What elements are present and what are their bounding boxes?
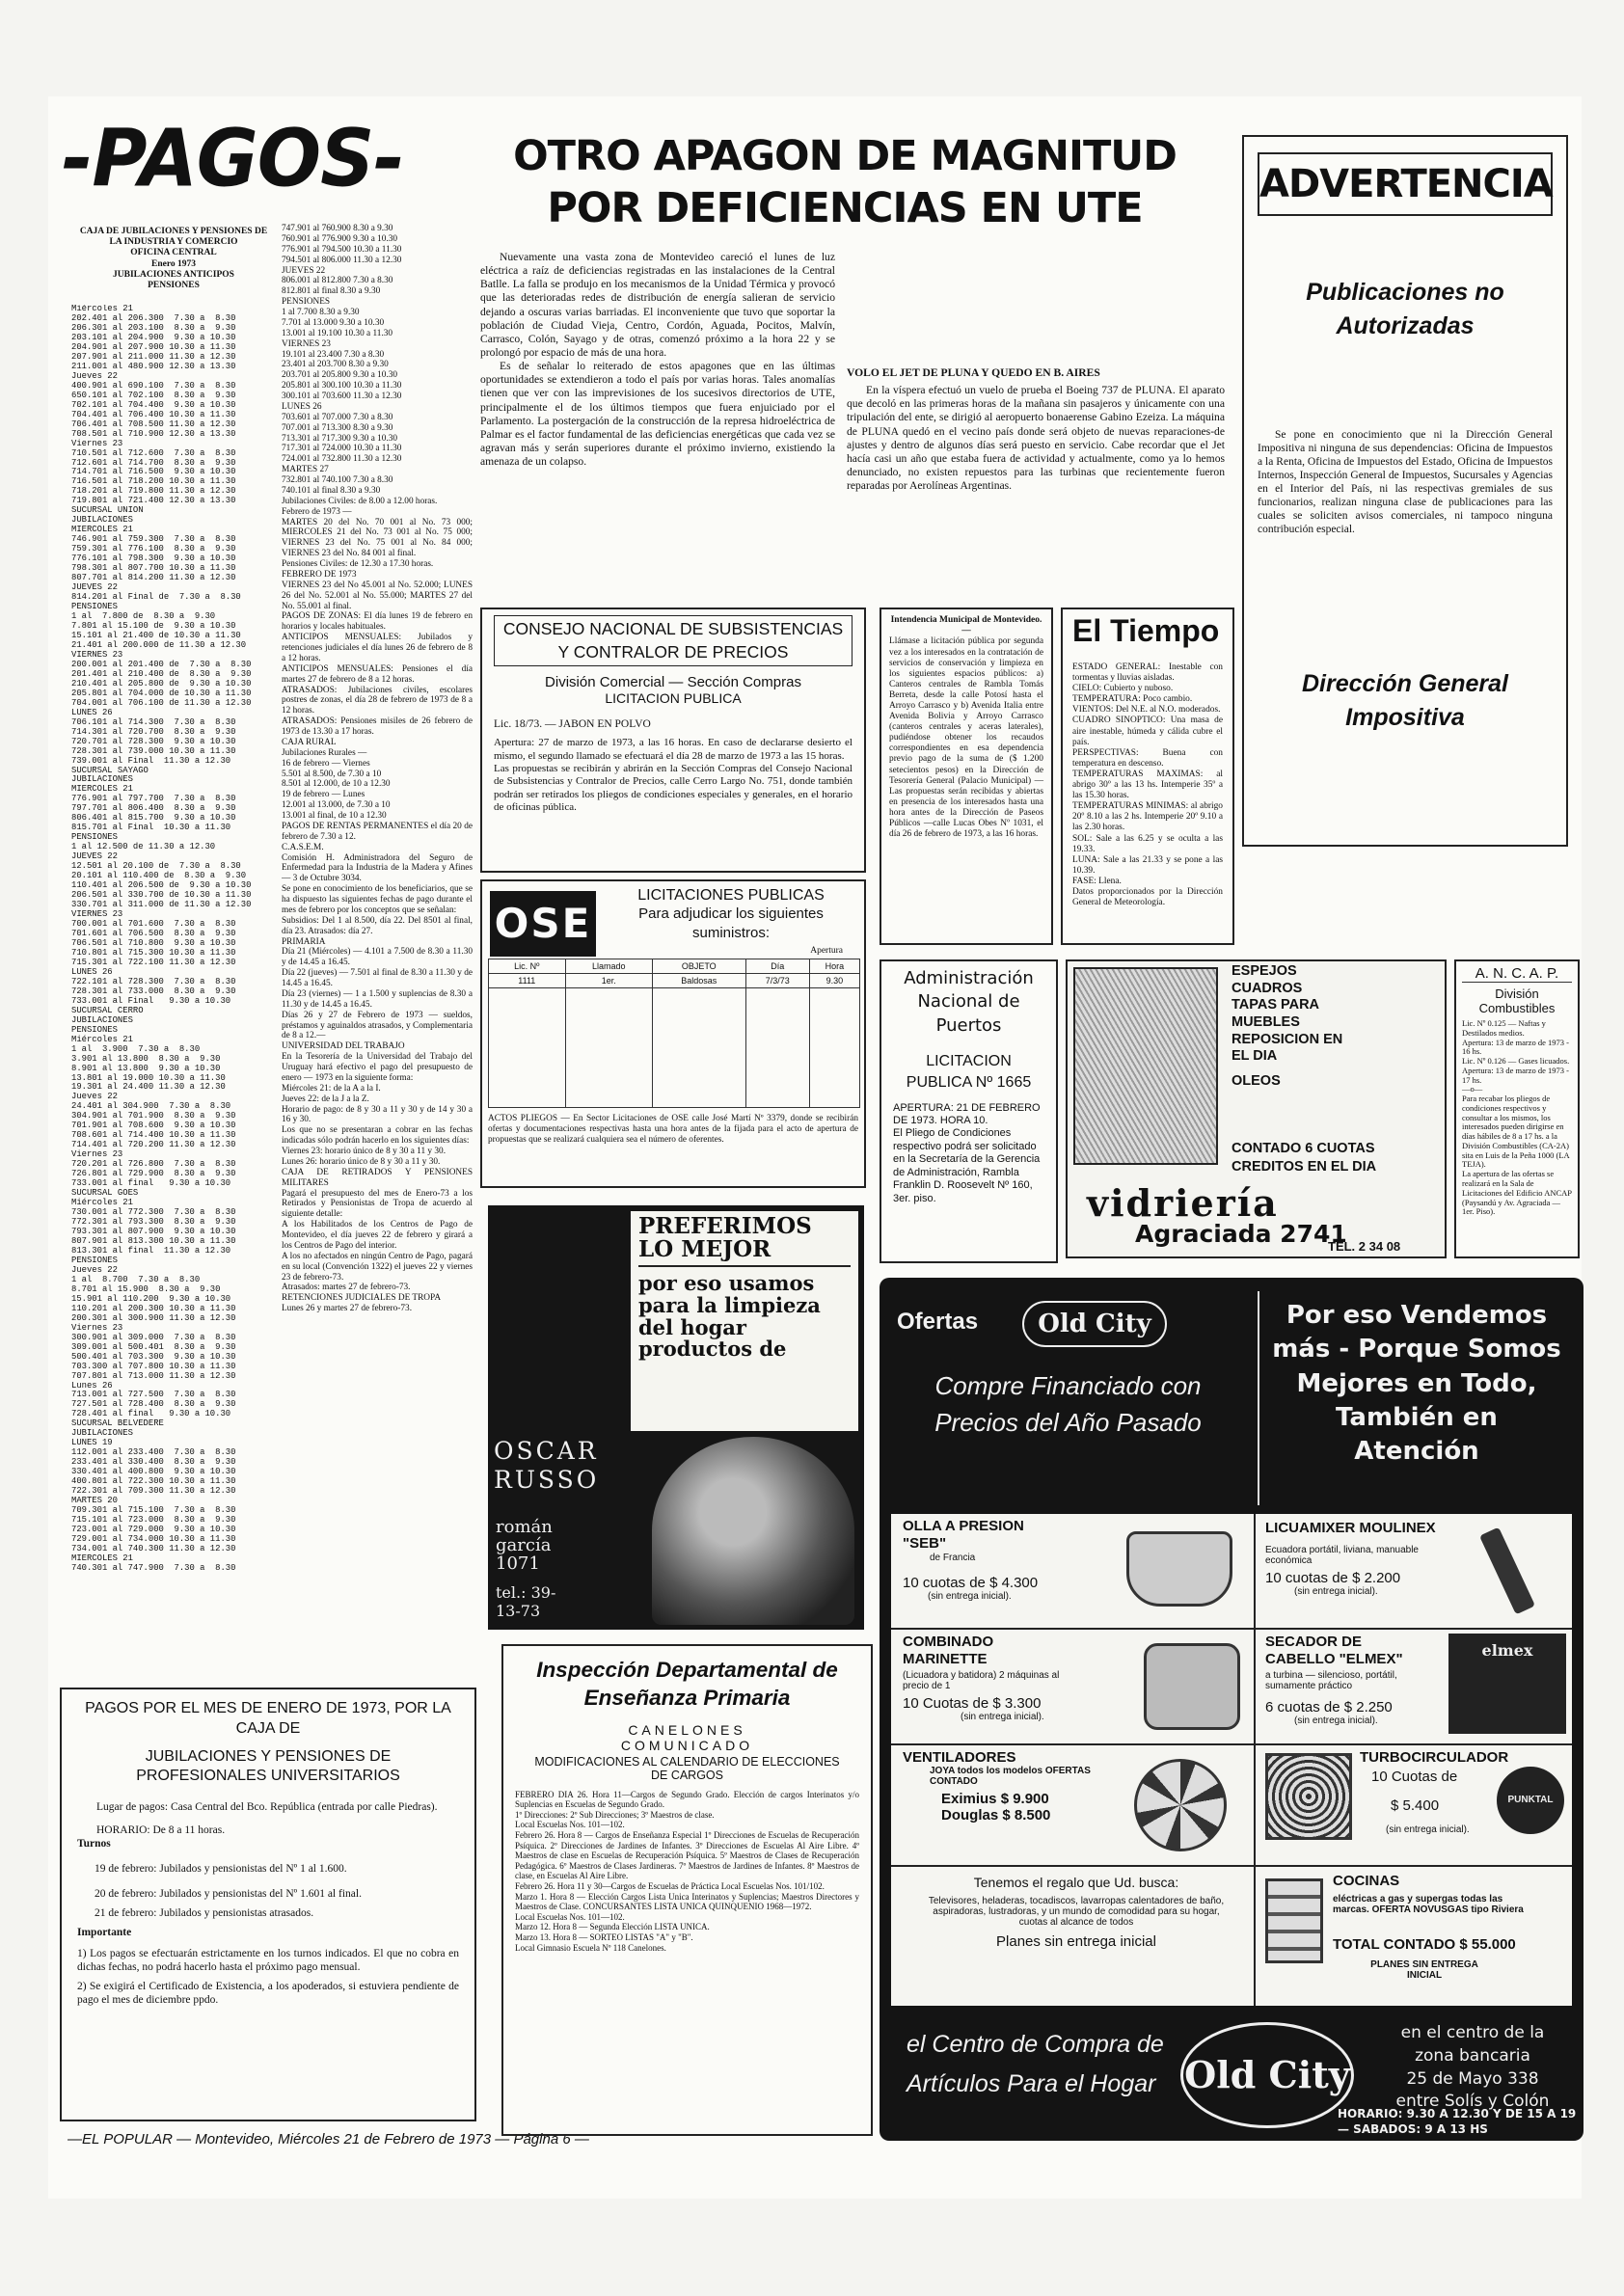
elmex-logo xyxy=(1448,1634,1566,1734)
pagos-box-horario: HORARIO: De 8 a 11 horas. xyxy=(96,1824,226,1837)
product-turbocirculador xyxy=(1265,1749,1570,1863)
vidrieria-item: TAPAS PARA xyxy=(1232,997,1320,1013)
vidrieria-item: OLEOS xyxy=(1232,1073,1281,1090)
vidrieria-ad xyxy=(1066,959,1447,1258)
secador-note: (sin entrega inicial). xyxy=(1294,1715,1378,1726)
olla-desc: de Francia xyxy=(930,1553,976,1563)
pagos-top-block: CAJA DE JUBILACIONES Y PENSIONES DE LA INDUSTRIA Y COMERCIO OFICINA CENTRAL Enero 1973 JUBILACIONES ANTICIPOS PENSIONES xyxy=(79,227,268,291)
product-cocinas xyxy=(1265,1871,1570,2002)
pagos-box-subtitle: JUBILACIONES Y PENSIONES DE PROFESIONALES UNIVERSITARIOS xyxy=(136,1747,400,1785)
oscar-russo-ad xyxy=(488,1205,864,1630)
vidrieria-tel: TEL. 2 34 08 xyxy=(1328,1239,1401,1254)
puertos-licitacion: LICITACION PUBLICA Nº 1665 xyxy=(906,1052,1032,1092)
advertencia-subtitle: Publicaciones no Autorizadas xyxy=(1306,279,1504,339)
regalo-title: Tenemos el regalo que Ud. busca: xyxy=(973,1875,1179,1890)
pagos-box-turnos: Turnos xyxy=(77,1838,111,1850)
pluna-paragraph: En la víspera efectuó un vuelo de prueba el Boeing 737 de PLUNA. El aparato que decoló en las primeras horas de la mañana sin pasajeros y únicamente con una tripulación del ente, se dirigió al aeropuerto bonaerense Gabino Ezeiza. La máquina de PLUNA quedó en el vecino país donde será objeto de nuevas reparaciones-de ajustes y dentro de algunos días será puesto en servicio. Cabe recordar que el Jet hacía casi un año que estaba fuera de actividad y actualmente, como ya lo hemos denunciado, no existen repuestos para las turbinas que recientemente fueron reparadas por Aerolíneas Argentinas. xyxy=(847,384,1225,493)
regalo-planes: Planes sin entrega inicial xyxy=(996,1933,1156,1950)
oscar-tel: tel.: 39-13-73 xyxy=(496,1583,556,1620)
consejo-item: Lic. 18/73. — JABON EN POLVO xyxy=(494,718,651,731)
consejo-box xyxy=(480,608,866,873)
pagos-box-note-1: 1) Los pagos se efectuarán estrictamente en los turnos indicados. El que no cobra en dichas fechas, no podrá hacerlo hasta el próximo pago mensual. xyxy=(77,1948,459,1974)
vidrieria-item: ESPEJOS xyxy=(1232,963,1297,979)
tiempo-box xyxy=(1061,608,1234,945)
pagos-profesionales-box xyxy=(60,1688,476,2121)
product-licuamixer xyxy=(1265,1520,1570,1626)
pagos-column-2: 747.901 al 760.900 8.30 a 9.30 760.901 al 776.900 9.30 a 10.30 776.901 al 794.500 10.30 a 11.30 794.501 al 806.000 11.30 a 12.30 JUEVES 22 806.001 al 812.800 7.30 a 8.30 812.801 al final 8.30 a 9.30 PENSIONES 1 al 7.700 8.30 a 9.30 7.701 al 13.000 9.30 a 10.30 13.001 al 19.100 10.30 a 11.30 VIERNES 23 19.101 al 23.400 7.30 a 8.30 23.401 al 203.700 8.30 a 9.30 203.701 al 205.800 9.30 a 10.30 205.801 al 300.100 10.30 a 11.30 300.101 al 703.600 11.30 a 12.30 LUNES 26 703.601 al 707.000 7.30 a 8.30 707.001 al 713.300 8.30 a 9.30 713.301 al 717.300 9.30 a 10.30 717.301 al 724.000 10.30 a 11.30 724.001 al 732.800 11.30 a 12.30 MARTES 27 732.801 al 740.100 7.30 a 8.30 740.101 al final 8.30 a 9.30 Jubilaciones Civiles: de 8.00 a 12.00 horas. Febrero de 1973 — MARTES 20 del No. 70 001 al No. 73 000; MIERCOLES 21 del No. 73 001 al No. 75 000; VIERNES 23 del No. 75 001 al No. 84 000; VIERNES 23 del No. 84 001 al final. Pensiones Civiles: de 12.30 a 17.30 horas. FEBRERO DE 1973 VIERNES 23 del No 45.001 al No. 52.000; LUNES 26 del No. 52.001 al No. 55.000; MARTES 27 del No. 55.001 al final. PAGOS DE ZONAS: El día lunes 19 de febrero en horarios y locales habituales. ANTICIPOS MENSUALES: Jubilados y retenciones judiciales el día lunes 26 de febrero de 8 a 12 horas. ANTICIPOS MENSUALES: Pensiones el día martes 27 de febrero de 8 a 12 horas. ATRASADOS: Jubilaciones civiles, escolares postres de zonas, el día 28 de febrero de 1973 de 8 a 12 horas. ATRASADOS: Pensiones misiles de 26 febrero de 1973 de 13.30 a 17 horas. CAJA RURAL Jubilaciones Rurales — 16 de febrero — Viernes 5.501 al 8.500, de 7.30 a 10 8.501 al 12.000, de 10 a 12.30 19 de febrero — Lunes 12.001 al 13.000, de 7.30 a 10 13.001 al final, de 10 a 12.30 PAGOS DE RENTAS PERMANENTES el día 20 de febrero de 7.30 a 12. C.A.S.E.M. Comisión H. Administradora del Seguro de Enfermedad para la Industria de la Madera y Afines — 3 de Octubre 3034. Se pone en conocimiento de los beneficiarios, que se ha dispuesto las siguientes fechas de pago durante el mes de febrero por los conceptos que se señalan: Subsidios: Del 1 al 8.500, día 22. Del 8501 al final, día 23. Atrasados: día 27. PRIMARIA Día 21 (Miércoles) — 4.101 a 7.500 de 8.30 a 11.30 y de 14.45 a 16.45. Día 22 (jueves) — 7.501 al final de 8.30 a 11.30 y de 14.45 a 16.45. Día 23 (viernes) — 1 a 1.500 y suplencias de 8.30 a 11.30 y de 14.45 a 16.45. Días 26 y 27 de Febrero de 1973 — sueldos, préstamos y aguinaldos atrasados, y Complementaria de 8 a 12.— UNIVERSIDAD DEL TRABAJO En la Tesorería de la Universidad del Trabajo del Uruguay hará efectivo el pago del presupuesto de enero — 1973 en la siguiente forma: Miércoles 21: de la A a la I. Jueves 22: de la J a la Z. Horario de pago: de 8 y 30 a 11 y 30 y de 14 y 30 a 16 y 30. Los que no se presentaran a cobrar en las fechas indicadas sólo podrán hacerlo en los siguientes días: Viernes 23: horario único de 8 y 30 a 11 y 30. Lunes 26: horario único de 8 y 30 a 11 y 30. CAJA DE RETIRADOS Y PENSIONES MILITARES Pagará el presupuesto del mes de Enero-73 a los Retirados y Pensionistas de Tropa de acuerdo al siguiente detalle: A los Habilitados de los Centros de Pago de Montevideo, el día jueves 22 de febrero y girará a los Centros de Pago del interior. A los no afectados en ningún Centro de Pago, pagará en su local (Convención 1322) el jueves 22 y viernes 23 de febrero-73. Atrasados: martes 27 de febrero-73. RETENCIONES JUDICIALES DE TROPA Lunes 26 y martes 27 de febrero-73. xyxy=(282,224,473,1314)
ose-cell-objeto: Baldosas xyxy=(652,973,745,987)
ancap-title: A. N. C. A. P. xyxy=(1462,965,1572,983)
mixer-icon xyxy=(1144,1643,1240,1730)
inspeccion-box xyxy=(501,1644,873,2136)
pagos-box-turn-2: 20 de febrero: Jubilados y pensionistas del Nº 1.601 al final. xyxy=(95,1888,362,1901)
intendencia-body: Llámase a licitación pública por segunda vez a los interesados en la contratación de servicios de conservación y limpieza en los siguientes espacios públicos: a) Canteros centrales de Rambla Tomás Berreta, desde la calle Potosí hasta el Arroyo Carrasco y b) Avenida Italia entre Avenida Bolivia y Arroyo Carrasco (canteros centrales y aceras laterales), pudiéndose obtener los recaudos correspondientes en esa dependencia previo pago de la suma de ($ 1.200 setecientos pesos) en la Dirección de Tesorería General (Palacio Municipal) — Las propuestas serán recibidas y abiertas en presencia de los interesados hasta una hora antes de la Dirección de Paseos Públicos —calle Lucas Obes Nº 1031, el día 26 de febrero de 1973, a las 16 horas. xyxy=(889,636,1043,840)
oldcity-slogan: Por eso Vendemos más - Porque Somos Mejores en Todo, También en Atención xyxy=(1272,1301,1561,1467)
product-secador xyxy=(1265,1634,1570,1742)
puertos-title: Administración Nacional de Puertos xyxy=(904,968,1034,1036)
punktal-text: PUNKTAL xyxy=(1507,1795,1554,1805)
consejo-licitacion: LICITACION PUBLICA xyxy=(605,690,742,707)
pagos-box-lugar: Lugar de pagos: Casa Central del Bco. República (entrada por calle Piedras). xyxy=(96,1801,438,1814)
licuamixer-note: (sin entrega inicial). xyxy=(1294,1586,1378,1597)
vidrieria-address: Agraciada 2741 xyxy=(1135,1220,1347,1248)
combinado-desc: (Licuadora y batidora) 2 máquinas al precio de 1 xyxy=(903,1670,1060,1691)
turbo-fan-icon xyxy=(1265,1753,1352,1840)
inspeccion-canelones: CANELONES xyxy=(628,1721,746,1738)
advertencia-signature: Dirección General Impositiva xyxy=(1302,670,1508,732)
pagos-box-turn-1: 19 de febrero: Jubilados y pensionistas del Nº 1 al 1.600. xyxy=(95,1863,347,1876)
ose-table-empty xyxy=(489,987,860,1107)
ose-cell-llamado: 1er. xyxy=(565,973,652,987)
oldcity-logo-big: Old City xyxy=(1180,2022,1354,2128)
licuamixer-price: 10 cuotas de $ 2.200 xyxy=(1265,1570,1401,1586)
tiempo-body: ESTADO GENERAL: Inestable con tormentas y lluvias aisladas. CIELO: Cubierto y nuboso. TEMPERATURA: Poco cambio. VIENTOS: Del N.E. al N.O. moderados. CUADRO SINOPTICO: Una masa de aire inestable, húmeda y cálida cubre el país. PERSPECTIVAS: Buena con temperatura en descenso. TEMPERATURAS MAXIMAS: al abrigo 30º a las 13 hs. Intemperie 35º a las 15.30 horas. TEMPERATURAS MINIMAS: al abrigo 20º 8.10 a las 2 hs. Intemperie 20º 9.10 a las 2.30 horas. SOL: Sale a las 6.25 y se oculta a las 19.33. LUNA: Sale a las 21.33 y se pone a las 10.39. FASE: Llena. Datos proporcionados por la Dirección General de Meteorología. xyxy=(1072,662,1223,908)
combinado-note: (sin entrega inicial). xyxy=(961,1712,1044,1722)
oldcity-cross: entre Solís y Colón xyxy=(1395,2092,1550,2112)
ose-subheading: Para adjudicar los siguientes suministros: xyxy=(638,905,824,942)
turbo-note: (sin entrega inicial). xyxy=(1386,1824,1470,1835)
pagos-box-note-2: 2) Se exigirá el Certificado de Existencia, a los apoderados, si estuviera pendiente de pago el mes de diciembre ppdo. xyxy=(77,1981,459,2007)
vidrieria-painting xyxy=(1073,967,1218,1165)
inspeccion-modificaciones: MODIFICACIONES AL CALENDARIO DE ELECCIONES DE CARGOS xyxy=(534,1754,840,1782)
ose-table-row xyxy=(489,973,860,987)
footer-line: —EL POPULAR — Montevideo, Miércoles 21 de Febrero de 1973 — Página 6 — xyxy=(68,2131,589,2147)
regalo-desc: Televisores, heladeras, tocadiscos, lavarropas calentadores de baño, aspiradoras, lustradoras, y un mundo de comodidad para su hogar, cuotas al alcance de todos xyxy=(928,1896,1225,1928)
apagon-paragraph-2 xyxy=(847,251,1225,588)
tiempo-title: El Tiempo xyxy=(1072,613,1220,648)
turbo-price: $ 5.400 xyxy=(1391,1797,1440,1814)
olla-note: (sin entrega inicial). xyxy=(928,1591,1012,1602)
apagon-p1: Nuevamente una vasta zona de Montevideo careció el lunes de luz eléctrica a raíz de deficiencias registradas en las instalaciones de la Central Batlle. La falla se produjo en los mecanismos de la Unidad Térmica y provocó que las deterioradas redes de distribución de energía salieran de servicio dejando a oscuras varias barriadas. El inconveniente que tuvo que soportar la población de Ciudad Vieja, Centro, Cordón, Aguada, Pocitos, Malvín, Carrasco, Colón, Sayago y de otras, comenzó próximo a la hora 22 y se prolongó por espacio de más de una hora. xyxy=(480,251,835,359)
vidrieria-list xyxy=(1232,963,1444,1091)
product-grid xyxy=(891,1514,1572,2006)
cocinas-desc: eléctricas a gas y supergas todas las marcas. OFERTA NOVUSGAS tipo Riviera xyxy=(1333,1894,1524,1915)
ose-box xyxy=(480,879,866,1188)
ose-col-lic: Lic. Nº xyxy=(489,959,566,973)
fan-icon xyxy=(1134,1759,1227,1851)
ose-col-hora: Hora xyxy=(809,959,859,973)
ventiladores-desc: JOYA todos los modelos OFERTAS CONTADO xyxy=(930,1766,1091,1787)
ancap-division: División Combustibles xyxy=(1478,986,1556,1015)
ventiladores-price: Eximius $ 9.900 xyxy=(941,1791,1049,1807)
oldcity-ofertas: Ofertas xyxy=(897,1309,979,1335)
product-combinado xyxy=(903,1634,1250,1742)
oldcity-horario: HORARIO: 9.30 A 12.30 Y DE 15 A 19 — SABADOS: 9 A 13 HS xyxy=(1338,2107,1577,2136)
ventiladores-price-2: Douglas $ 8.500 xyxy=(941,1807,1051,1823)
apagon-p2: Es de señalar lo reiterado de estos apagones que en las últimas oportunidades se extendieron a todo el país por varias horas. Tales anomalías tienen que ver con las imprevisiones de los sucesivos directorios de UTE, principalmente el de los últimos tiempos que fuera enjuiciado por el Parlamento. La postergación de la construcción de la represa hidroeléctrica de Palmar es el factor fundamental de las deficiencias energéticas que cada vez se agravan más y serán superiores durante el próximo invierno, existiendo la amenaza de un colapso. xyxy=(480,360,835,469)
cocinas-name: COCINAS xyxy=(1333,1873,1400,1889)
product-olla xyxy=(903,1518,1250,1626)
pagos-box-title: PAGOS POR EL MES DE ENERO DE 1973, POR LA CAJA DE xyxy=(85,1700,451,1737)
licuamixer-desc: Ecuadora portátil, liviana, manuable económica xyxy=(1265,1545,1419,1566)
ose-logo xyxy=(490,891,596,957)
consejo-division: División Comercial — Sección Compras xyxy=(545,674,801,691)
ose-heading: LICITACIONES PUBLICAS xyxy=(637,887,825,904)
puertos-box xyxy=(880,959,1058,1263)
pagos-box-importante: Importante xyxy=(77,1927,132,1939)
oscar-panel xyxy=(631,1211,858,1431)
secador-name: SECADOR DE CABELLO "ELMEX" xyxy=(1265,1634,1403,1667)
ancap-box xyxy=(1454,959,1580,1258)
intendencia-box xyxy=(880,608,1053,945)
ose-col-llamado: Llamado xyxy=(565,959,652,973)
oldcity-left-top xyxy=(897,1299,1239,1506)
ose-cell-hora: 9.30 xyxy=(809,973,859,987)
inspeccion-comunicado: COMUNICADO xyxy=(620,1737,754,1753)
punktal-logo xyxy=(1497,1767,1564,1834)
pagos-title: -PAGOS- xyxy=(62,113,404,205)
product-ventiladores xyxy=(903,1749,1250,1863)
ose-logo-text: OSE xyxy=(494,900,592,947)
ancap-body: Lic. Nº 0.125 — Naftas y Destilados medios. Apertura: 13 de marzo de 1973 - 16 hs. Lic. Nº 0.126 — Gases licuados. Apertura: 13 de marzo de 1973 - 17 hs. —o— Para recabar los pliegos de condiciones respectivos y consultar a los mismos, los interesados pueden dirigirse en días hábiles de 8 a 17 hs. a la División Combustibles (CA-2A) sita en Luis de la Peña 1000 (LA TEJA). La apertura de las ofertas se realizará en la Sala de Licitaciones del Edificio ANCAP (Paysandú y Av. Agraciada — 1er. Piso). xyxy=(1462,1018,1572,1217)
vidrieria-item: REPOSICION EN xyxy=(1232,1031,1343,1047)
oldcity-address-block xyxy=(1367,2022,1579,2114)
oscar-headline: PREFERIMOS LO MEJOR xyxy=(638,1215,851,1267)
ose-col-objeto: OBJETO xyxy=(652,959,745,973)
inspeccion-body: FEBRERO DIA 26. Hora 11—Cargos de Segundo Grado. Elección de cargos Interinatos y/o Suplencias en Escuelas de Segundo Grado. 1º Direcciones: 2º Sub Direcciones; 3º Maestros de clase. Local Escuelas Nos. 101—102. Febrero 26. Hora 8 — Cargos de Enseñanza Especial 1º Direcciones de Escuelas de Recuperación Psíquica. 2º Direcciones de Jardines de Infantes. 3º Direcciones de Escuelas Al Aire Libre. 4º Maestros de clase en Escuelas de Recuperación Psíquica. 5º Maestros de Clases de Recuperación Pedagógica. 6º Maestros de Clases Jardineras. 7º Maestros de Jardines de Infantes. 8º Maestros de clase, en Escuelas Al Aire Libre. Febrero 26. Hora 11 y 30—Cargos de Escuelas de Práctica Local Escuelas Nos. 101/102. Marzo 1. Hora 8 — Elección Cargos Lista Unica Interinatos y Suplencias; Maestros Directores y Maestros de Clase. CONCURSANTES LISTA UNICA QUINQUENIO 1968—1972. Local Escuelas Nos. 101—102. Marzo 12. Hora 8 — Segunda Elección LISTA UNICA. Marzo 13. Hora 8 — SORTEO LISTAS "A" y "B". Local Gimnasio Escuela Nº 118 Canelones. xyxy=(515,1789,859,1953)
advertencia-title: ADVERTENCIA xyxy=(1258,152,1553,216)
apagon-headline-2: POR DEFICIENCIAS EN UTE xyxy=(547,184,1143,232)
cocinas-price: TOTAL CONTADO $ 55.000 xyxy=(1333,1936,1516,1953)
olla-price: 10 cuotas de $ 4.300 xyxy=(903,1575,1039,1591)
oldcity-slogan-box xyxy=(1258,1291,1574,1505)
secador-price: 6 cuotas de $ 2.250 xyxy=(1265,1699,1393,1715)
newspaper-page xyxy=(48,96,1582,2199)
vidrieria-item: MUEBLES xyxy=(1232,1014,1300,1031)
ose-col-dia: Día xyxy=(745,959,809,973)
olla-name: OLLA A PRESION "SEB" xyxy=(903,1518,1024,1552)
vidrieria-cuotas: CONTADO 6 CUOTAS CREDITOS EN EL DIA xyxy=(1232,1141,1377,1175)
pluna-subhead: VOLO EL JET DE PLUNA Y QUEDO EN B. AIRES xyxy=(847,366,1100,379)
oldcity-street: 25 de Mayo 338 xyxy=(1406,2068,1539,2089)
cocinas-planes: PLANES SIN ENTREGA INICIAL xyxy=(1370,1959,1478,1981)
secador-desc: a turbina — silencioso, portátil, sumamente práctico xyxy=(1265,1670,1397,1691)
ose-table xyxy=(488,959,860,1108)
product-regalo xyxy=(903,1871,1250,2002)
apagon-headline-1: OTRO APAGON DE MAGNITUD xyxy=(513,132,1177,180)
advertencia-body: Se pone en conocimiento que ni la Dirección General Impositiva ni ninguna de sus dependencias: Oficina de Impuestos a la Renta, Oficina de Impuestos del Estado, Oficina de Impuestos Internos, Inspección General de Impuestos, Sucursales y Agencias en el Interior del País, ni las respectivas gremiales de sus funcionarios, realizan ninguna clase de publicaciones para las cuales se soliciten avisos comerciales, ni tampoco ninguna contribución especial. xyxy=(1258,429,1553,536)
puertos-body: APERTURA: 21 DE FEBRERO DE 1973. HORA 10. El Pliego de Condiciones respectivo podrá ser solicitado en la Secretaría de la Gerencia de Administración, Rambla Franklin D. Roosevelt Nº 160, 3er. piso. xyxy=(893,1101,1041,1204)
vidrieria-name: vidriería xyxy=(1087,1181,1279,1225)
pressure-cooker-icon xyxy=(1126,1531,1232,1607)
oldcity-center: en el centro de la zona bancaria xyxy=(1400,2023,1545,2066)
oldcity-financiado: Compre Financiado con Precios del Año Pasado xyxy=(934,1371,1202,1437)
turbo-desc: 10 Cuotas de xyxy=(1371,1769,1458,1785)
ose-apertura: Apertura xyxy=(810,945,843,956)
apagon-paragraph-1 xyxy=(480,251,835,588)
ose-body: ACTOS PLIEGOS — En Sector Licitaciones de OSE calle José Martí Nº 3379, donde se recibirán ofertas y documentaciones respectivas hasta una hora antes de la fijada para el acto de apertura de propuestas que se realizará cualquiera sea el número de oferentes. xyxy=(488,1113,858,1145)
oldcity-ad xyxy=(880,1278,1583,2141)
combinado-price: 10 Cuotas de $ 3.300 xyxy=(903,1695,1042,1712)
oscar-address: román garcía 1071 xyxy=(496,1517,553,1574)
turbo-name: TURBOCIRCULADOR xyxy=(1360,1749,1509,1766)
pagos-column-1: Miércoles 21 202.401 al 206.300 7.30 a 8.30 206.301 al 203.100 8.30 a 9.30 203.101 al 204.900 9.30 a 10.30 204.901 al 207.900 10.30 a 11.30 207.901 al 211.000 11.30 a 12.30 211.001 al 480.900 12.30 a 13.30 Jueves 22 400.901 al 690.100 7.30 a 8.30 650.101 al 702.100 8.30 a 9.30 702.101 al 704.400 9.30 a 10.30 704.401 al 706.400 10.30 a 11.30 706.401 al 708.500 11.30 a 12.30 708.501 al 710.900 12.30 a 13.30 Viernes 23 710.501 al 712.600 7.30 a 8.30 712.601 al 714.700 8.30 a 9.30 714.701 al 716.500 9.30 a 10.30 716.501 al 718.200 10.30 a 11.30 718.201 al 719.800 11.30 a 12.30 719.801 al 721.400 12.30 a 13.30 SUCURSAL UNION JUBILACIONES MIERCOLES 21 746.901 al 759.300 7.30 a 8.30 759.301 al 776.100 8.30 a 9.30 776.101 al 798.300 9.30 a 10.30 798.301 al 807.700 10.30 a 11.30 807.701 al 814.200 11.30 a 12.30 JUEVES 22 814.201 al Final de 7.30 a 8.30 PENSIONES 1 al 7.800 de 8.30 a 9.30 7.801 al 15.100 de 9.30 a 10.30 15.101 al 21.400 de 10.30 a 11.30 21.401 al 200.000 de 11.30 a 12.30 VIERNES 23 200.001 al 201.400 de 7.30 a 8.30 201.401 al 210.400 de 8.30 a 9.30 210.401 al 205.800 de 9.30 a 10.30 205.801 al 704.000 de 10.30 a 11.30 704.001 al 706.100 de 11.30 a 12.30 LUNES 26 706.101 al 714.300 7.30 a 8.30 714.301 al 720.700 8.30 a 9.30 720.701 al 728.300 9.30 a 10.30 728.301 al 739.000 10.30 a 11.30 739.001 al Final 11.30 a 12.30 SUCURSAL SAYAGO JUBILACIONES MIERCOLES 21 776.901 al 797.700 7.30 a 8.30 797.701 al 806.400 8.30 a 9.30 806.401 al 815.700 9.30 a 10.30 815.701 al Final 10.30 a 11.30 PENSIONES 1 al 12.500 de 11.30 a 12.30 JUEVES 22 12.501 al 20.100 de 7.30 a 8.30 20.101 al 110.400 de 8.30 a 9.30 110.401 al 206.500 de 9.30 a 10.30 206.501 al 330.700 de 10.30 a 11.30 330.701 al 311.000 de 11.30 a 12.30 VIERNES 23 700.001 al 701.600 7.30 a 8.30 701.601 al 706.500 8.30 a 9.30 706.501 al 710.800 9.30 a 10.30 710.801 al 715.300 10.30 a 11.30 715.301 al 722.100 11.30 a 12.30 LUNES 26 722.101 al 728.300 7.30 a 8.30 728.301 al 733.000 8.30 a 9.30 733.001 al Final 9.30 a 10.30 SUCURSAL CERRO JUBILACIONES PENSIONES Miércoles 21 1 al 3.900 7.30 a 8.30 3.901 al 13.800 8.30 a 9.30 8.901 al 13.800 9.30 a 10.30 13.801 al 19.000 10.30 a 11.30 19.301 al 24.400 11.30 a 12.30 Jueves 22 24.401 al 304.900 7.30 a 8.30 304.901 al 701.900 8.30 a 9.30 701.901 al 708.600 9.30 a 10.30 708.601 al 714.400 10.30 a 11.30 714.401 al 720.200 11.30 a 12.30 Viernes 23 720.201 al 726.800 7.30 a 8.30 726.801 al 729.900 8.30 a 9.30 733.001 al final 9.30 a 10.30 SUCURSAL GOES Miércoles 21 730.001 al 772.300 7.30 a 8.30 772.301 al 793.300 8.30 a 9.30 793.301 al 807.900 9.30 a 10.30 807.901 al 813.300 10.30 a 11.30 813.301 al final 11.30 a 12.30 PENSIONES Jueves 22 1 al 8.700 7.30 a 8.30 8.701 al 15.900 8.30 a 9.30 15.901 al 110.200 9.30 a 10.30 110.201 al 200.300 10.30 a 11.30 200.301 al 300.900 11.30 a 12.30 Viernes 23 300.901 al 309.000 7.30 a 8.30 309.001 al 500.401 8.30 a 9.30 500.401 al 703.300 9.30 a 10.30 703.300 al 707.800 10.30 a 11.30 707.801 al 713.000 11.30 a 12.30 Lunes 26 713.001 al 727.500 7.30 a 8.30 727.501 al 728.400 8.30 a 9.30 728.401 al final 9.30 a 10.30 SUCURSAL BELVEDERE JUBILACIONES LUNES 19 112.001 al 233.400 7.30 a 8.30 233.401 al 330.400 8.30 a 9.30 330.401 al 400.800 9.30 a 10.30 400.801 al 722.300 10.30 a 11.30 722.301 al 709.300 11.30 a 12.30 MARTES 20 709.301 al 715.100 7.30 a 8.30 715.101 al 723.000 8.30 a 9.30 723.001 al 729.000 9.30 a 10.30 729.001 al 734.000 10.30 a 11.30 734.001 al 740.300 11.30 a 12.30 MIERCOLES 21 740.301 al 747.900 7.30 a 8.30 xyxy=(71,305,252,1573)
ose-table-head xyxy=(489,959,860,973)
licuamixer-name: LICUAMIXER MOULINEX xyxy=(1265,1520,1436,1536)
stove-icon xyxy=(1265,1878,1323,1963)
pagos-box-turn-3: 21 de febrero: Jubilados y pensionistas atrasados. xyxy=(95,1907,314,1920)
vidrieria-item: EL DIA xyxy=(1232,1048,1278,1065)
inspeccion-title: Inspección Departamental de Enseñanza Primaria xyxy=(536,1658,838,1711)
oscar-subheadline: por eso usamos para la limpieza del hogar productos de xyxy=(638,1271,821,1362)
oldcity-bottom-left: el Centro de Compra de Artículos Para el Hogar xyxy=(907,2031,1164,2098)
combinado-name: COMBINADO MARINETTE xyxy=(903,1634,994,1667)
elmex-text: elmex xyxy=(1481,1641,1533,1660)
oldcity-logo-small: Old City xyxy=(1022,1301,1167,1347)
advertencia-box xyxy=(1242,135,1568,847)
ventiladores-name: VENTILADORES xyxy=(903,1749,1016,1766)
vidrieria-item: CUADROS xyxy=(1232,980,1303,996)
oscar-name: OSCAR RUSSO xyxy=(494,1437,600,1494)
oscar-portrait xyxy=(652,1437,854,1625)
ose-cell-dia: 7/3/73 xyxy=(745,973,809,987)
consejo-body: Apertura: 27 de marzo de 1973, a las 16 horas. En caso de declararse desierto el mismo, el segundo llamado se efectuará el día 28 de marzo de 1973 a las 15 horas. Las propuestas se recibirán y abrirán en la Sección Compras del Consejo Nacional de Subsistencias y Contralor de Precios, calle Cerro Largo No. 751, donde también podrán ser retirados los pliegos de condiciones especiales y generales, en el horario de oficinas pública. xyxy=(494,737,853,814)
intendencia-title: Intendencia Municipal de Montevideo.— xyxy=(890,615,1042,636)
consejo-title: CONSEJO NACIONAL DE SUBSISTENCIAS Y CONTRALOR DE PRECIOS xyxy=(494,615,853,666)
ose-cell-lic: 1111 xyxy=(489,973,566,987)
